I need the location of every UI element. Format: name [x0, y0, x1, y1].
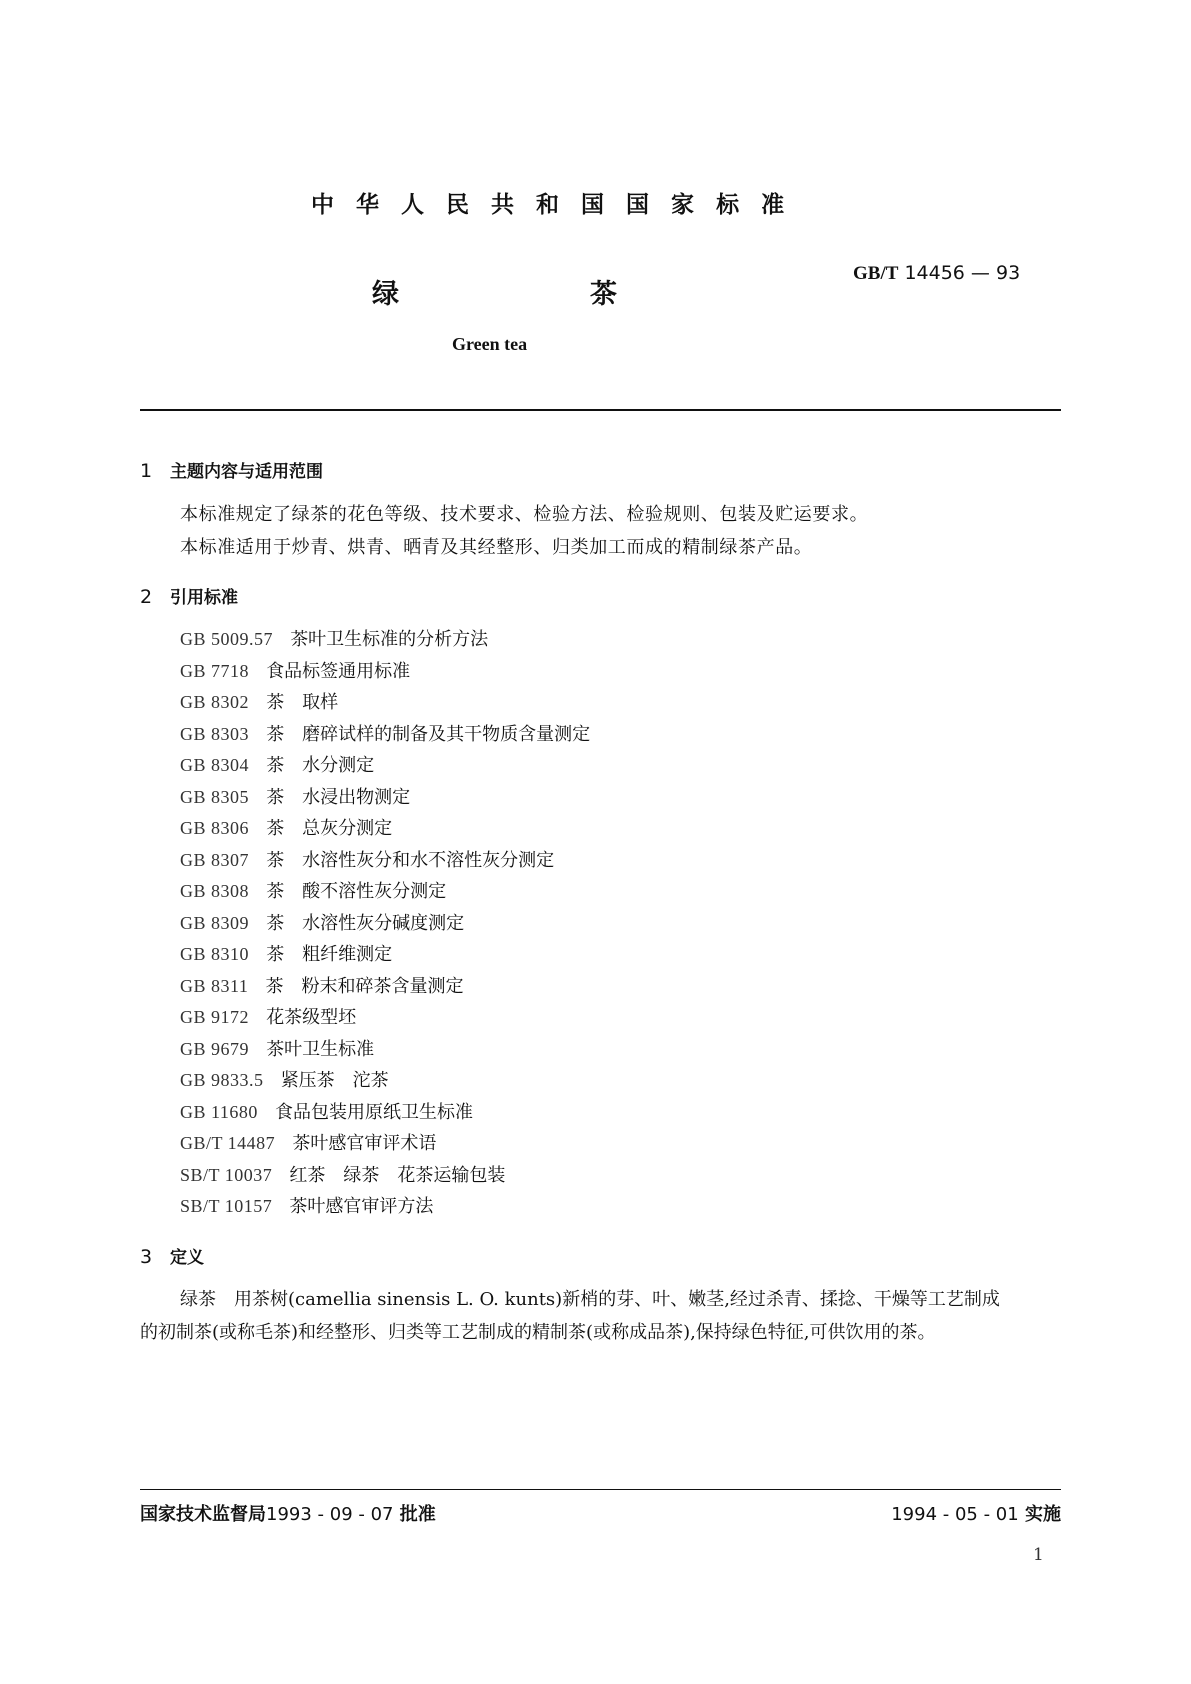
reference-code: GB 8304 [180, 755, 250, 775]
reference-title: 紧压茶 沱茶 [280, 1070, 389, 1091]
reference-code: GB 7718 [180, 660, 250, 681]
reference-code: SB/T 10037 [180, 1164, 273, 1185]
reference-title: 茶 磨碎试样的制备及其干物质含量测定 [266, 723, 591, 745]
reference-item [180, 1002, 590, 1034]
footer-divider [140, 1489, 1061, 1490]
reference-title: 茶 水浸出物测定 [266, 786, 411, 808]
section-title: 引用标准 [170, 588, 238, 608]
reference-code: GB 8310 [180, 944, 250, 964]
reference-code: GB 8309 [180, 912, 250, 933]
reference-item [180, 782, 590, 814]
definition-line-2: 的初制茶(或称毛茶)和经整形、归类等工艺制成的精制茶(或称成品茶),保持绿色特征,可供饮用的茶。 [140, 1322, 936, 1343]
reference-title: 茶叶感官审评方法 [289, 1196, 434, 1217]
reference-title: 茶 水溶性灰分碱度测定 [266, 912, 465, 934]
reference-title: 茶 酸不溶性灰分测定 [266, 881, 447, 902]
reference-title: 食品标签通用标准 [266, 660, 411, 682]
reference-item [180, 624, 590, 656]
reference-title: 茶叶卫生标准 [266, 1038, 375, 1060]
reference-title: 茶 取样 [266, 692, 339, 713]
reference-title: 茶 粉末和碎茶含量测定 [265, 975, 464, 997]
reference-item [180, 908, 590, 940]
section-heading-1 [140, 457, 323, 482]
reference-title: 花茶级型坯 [266, 1007, 357, 1028]
organization-title: 中 华 人 民 共 和 国 国 家 标 准 [311, 192, 792, 218]
reference-code: SB/T 10157 [180, 1196, 273, 1216]
section-heading-3 [140, 1243, 204, 1268]
reference-code: GB 8305 [180, 786, 250, 807]
reference-code: GB 8311 [180, 975, 249, 996]
scope-paragraph-1: 本标准规定了绿茶的花色等级、技术要求、检验方法、检验规则、包装及贮运要求。 [180, 504, 869, 525]
header-divider [140, 409, 1061, 411]
reference-title: 茶 水分测定 [266, 755, 375, 776]
english-title: Green tea [452, 334, 528, 354]
approval-date: 1993 - 09 - 07 [266, 1504, 394, 1525]
reference-title: 茶叶卫生标准的分析方法 [290, 629, 489, 650]
reference-title: 茶叶感官审评术语 [292, 1133, 437, 1154]
reference-item [180, 1065, 590, 1097]
reference-title: 茶 水溶性灰分和水不溶性灰分测定 [266, 849, 555, 871]
reference-item [180, 971, 590, 1003]
section-number: 3 [140, 1246, 153, 1268]
reference-item [180, 939, 590, 971]
standard-number [853, 262, 1020, 285]
implementation-label: 实施 [1025, 1504, 1061, 1525]
reference-item [180, 1128, 590, 1160]
reference-code: GB 8306 [180, 818, 250, 838]
definition-paragraph [140, 1283, 1061, 1349]
approval-label: 批准 [399, 1504, 436, 1525]
reference-code: GB 5009.57 [180, 629, 274, 649]
reference-item [180, 719, 590, 751]
reference-code: GB 8307 [180, 849, 250, 870]
reference-code: GB 9172 [180, 1007, 250, 1027]
implementation-date: 1994 - 05 - 01 [891, 1504, 1019, 1525]
implementation-info [891, 1500, 1061, 1526]
reference-code: GB 8303 [180, 723, 250, 744]
section-title: 主题内容与适用范围 [170, 462, 323, 482]
reference-item [180, 750, 590, 782]
reference-list [180, 624, 590, 1223]
reference-item [180, 876, 590, 908]
reference-code: GB 11680 [180, 1101, 258, 1122]
reference-title: 茶 总灰分测定 [266, 818, 393, 839]
reference-code: GB 8302 [180, 692, 250, 712]
definition-line-1: 绿茶 用茶树(camellia sinensis L. O. kunts)新梢的芽、叶、嫩茎,经过杀青、揉捻、干燥等工艺制成 [180, 1289, 1000, 1310]
scope-paragraph-2: 本标准适用于炒青、烘青、晒青及其经整形、归类加工而成的精制绿茶产品。 [180, 537, 813, 558]
section-heading-2 [140, 583, 238, 608]
reference-code: GB 9679 [180, 1038, 250, 1059]
reference-title: 食品包装用原纸卫生标准 [275, 1101, 474, 1123]
reference-code: GB 8308 [180, 881, 250, 901]
reference-item [180, 656, 590, 688]
page-number: 1 [1033, 1545, 1044, 1565]
section-number: 2 [140, 586, 153, 608]
reference-item [180, 1191, 590, 1223]
approval-org: 国家技术监督局 [140, 1504, 266, 1525]
reference-code: GB/T 14487 [180, 1133, 276, 1153]
reference-item [180, 1160, 590, 1192]
reference-title: 红茶 绿茶 花茶运输包装 [289, 1164, 506, 1186]
document-title-char-1: 绿 [372, 279, 399, 310]
reference-item [180, 687, 590, 719]
document-title-char-2: 茶 [590, 279, 617, 310]
reference-item [180, 845, 590, 877]
standard-prefix: GB/T [853, 263, 899, 284]
reference-item [180, 1097, 590, 1129]
reference-title: 茶 粗纤维测定 [266, 944, 393, 965]
standard-code: 14456 — 93 [904, 262, 1021, 284]
reference-item [180, 1034, 590, 1066]
section-title: 定义 [170, 1248, 204, 1268]
reference-code: GB 9833.5 [180, 1070, 264, 1090]
approval-info [140, 1500, 436, 1526]
reference-item [180, 813, 590, 845]
section-number: 1 [140, 460, 153, 482]
